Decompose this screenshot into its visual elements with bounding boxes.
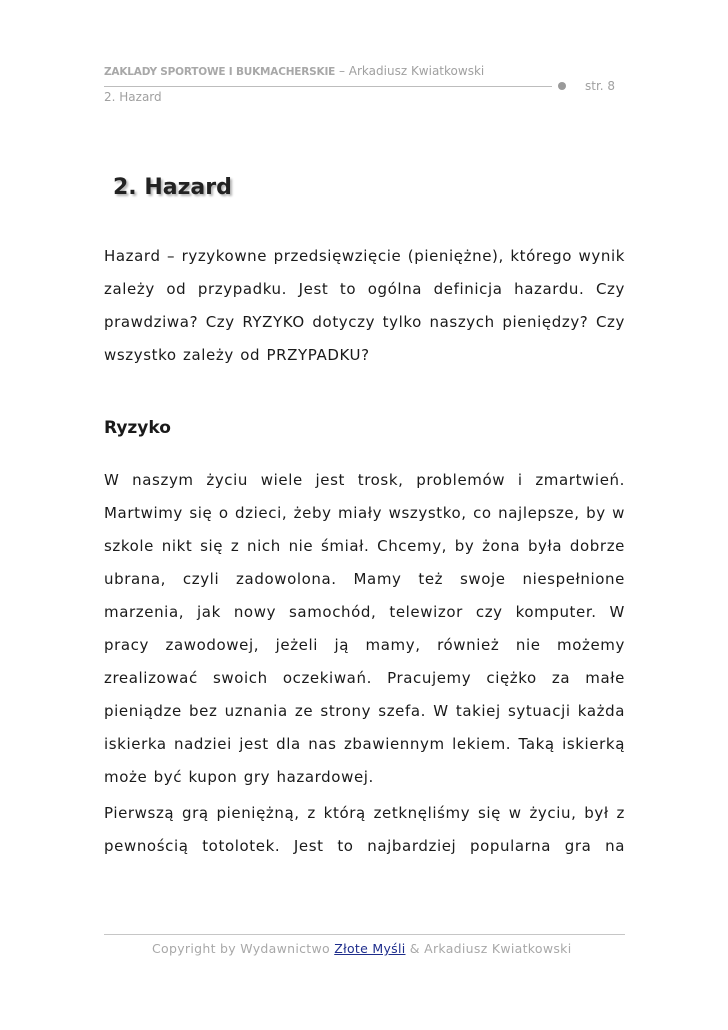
- page-number: str. 8: [585, 79, 616, 93]
- header-divider: [104, 86, 552, 87]
- intro-paragraph: Hazard – ryzykowne przedsięwzięcie (pieniężne), którego wynik zależy od przypadku. Jest to ogólna definicja hazardu. Czy prawdziwa? Czy RYZYKO dotyczy tylko naszych pieniędzy? Czy wszystko zależy od PRZYPADKU?: [104, 247, 625, 364]
- header-separator: –: [335, 64, 349, 78]
- footer-copyright: [152, 941, 572, 956]
- author-name: Arkadiusz Kwiatkowski: [348, 64, 485, 78]
- subheading: Ryzyko: [104, 418, 171, 438]
- section-label: 2. Hazard: [104, 90, 162, 104]
- footer-suffix: & Arkadiusz Kwiatkowski: [405, 941, 572, 956]
- footer-prefix: Copyright by Wydawnictwo: [152, 941, 335, 956]
- chapter-heading: 2. Hazard: [113, 175, 232, 200]
- bullet-icon: [558, 82, 566, 90]
- publisher-link[interactable]: Złote Myśli: [334, 941, 406, 956]
- running-header: [104, 64, 484, 78]
- footer-divider: [104, 934, 625, 935]
- body-paragraph: W naszym życiu wiele jest trosk, problemów i zmartwień. Martwimy się o dzieci, żeby miały wszystko, co najlepsze, by w szkole nikt się z nich nie śmiał. Chcemy, by żona była dobrze ubrana, czyli zadowolona. Mamy też swoje niespełnione marzenia, jak nowy samochód, telewizor czy komputer. W pracy zawodowej, jeżeli ją mamy, również nie możemy zrealizować swoich oczekiwań. Pracujemy ciężko za małe pieniądze bez uznania ze strony szefa. W takiej sytuacji każda iskierka nadziei jest dla nas zbawiennym lekiem. Taką iskierką może być kupon gry hazardowej.: [104, 471, 625, 786]
- book-title: ZAKLADY SPORTOWE I BUKMACHERSKIE: [104, 66, 336, 78]
- body-paragraph-continued: Pierwszą grą pieniężną, z którą zetknęliśmy się w życiu, był z pewnością totolotek. Jest to najbardziej popularna gra na: [104, 804, 625, 855]
